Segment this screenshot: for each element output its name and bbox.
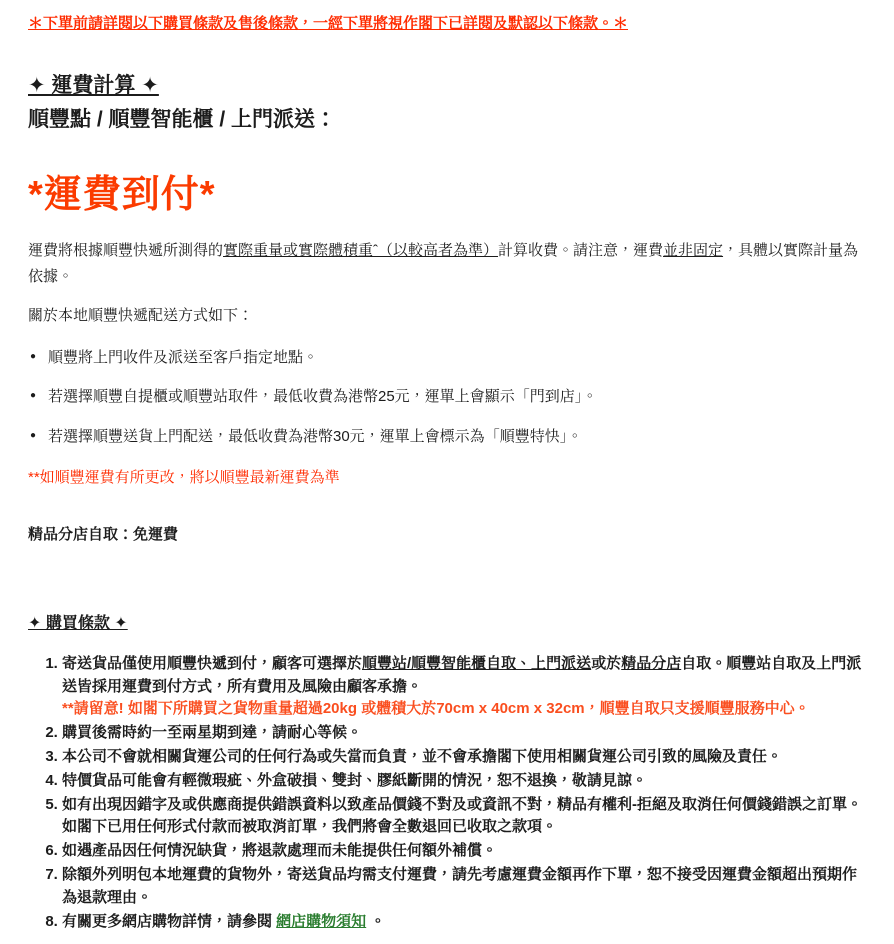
delivery-options-subheading: 順豐點 / 順豐智能櫃 / 上門派送： <box>28 108 337 131</box>
pre-order-notice: ＊下單前請詳閱以下購買條款及售後條款，一經下單將視作閣下已詳閱及默認以下條款。＊ <box>28 15 629 32</box>
fee-calculation-paragraph <box>28 238 862 289</box>
text-segment: 精品分店 <box>621 654 682 672</box>
term-item <box>62 794 862 840</box>
delivery-methods-list <box>28 347 862 448</box>
text-segment: 實際重量或實際體積重ˆ（以較高者為準） <box>223 242 499 259</box>
text-segment: 特價貨品可能會有輕微瑕疵、外盒破損、雙封、膠紙斷開的情況，恕不退換，敬請見諒。 <box>62 771 648 789</box>
text-segment: 並非固定 <box>663 242 724 259</box>
store-pickup-line: 精品分店自取：免運費 <box>28 525 179 543</box>
purchase-terms-list <box>28 653 862 934</box>
text-segment: 運費將根據順豐快遞所測得的 <box>28 242 224 259</box>
term-item <box>62 770 862 793</box>
text-segment: 計算收費。請注意，運費 <box>498 242 664 259</box>
delivery-methods-intro: 關於本地順豐快遞配送方式如下： <box>28 307 254 324</box>
text-segment: 本公司不會就相關貨運公司的任何行為或失當而負責，並不會承擔閣下使用相關貨運公司引致的風險及責任。 <box>62 747 783 765</box>
text-segment: 除額外列明包本地運費的貨物外，寄送貨品均需支付運費，請先考慮運費金額再作下單，恕不接受因運費金額超出預期作為退款理由。 <box>62 865 858 906</box>
text-segment: ，具體以實際計量為依據。 <box>28 242 859 285</box>
list-item: ● 若選擇順豐自提櫃或順豐站取件，最低收費為港幣25元，運單上會顯示「門到店」。 <box>28 386 862 408</box>
text-segment: 。 <box>366 912 386 930</box>
fee-change-note: **如順豐運費有所更改，將以順豐最新運費為準 <box>28 468 340 486</box>
store-shopping-guide-link[interactable]: 網店購物須知 <box>276 912 367 930</box>
list-item: ● 順豐將上門收件及派送至客戶指定地點。 <box>28 347 862 369</box>
text-segment: 購買後需時約一至兩星期到達，請耐心等候。 <box>62 724 363 742</box>
term-item <box>62 840 862 863</box>
freight-collect-highlight: *運費到付* <box>28 174 216 216</box>
purchase-terms-section <box>28 610 862 934</box>
shipping-section <box>28 69 862 544</box>
purchase-terms-heading: ✦ 購買條款 ✦ <box>28 614 128 632</box>
term-item <box>62 653 862 721</box>
text-segment: 如有出現因錯字及或供應商提供錯誤資料以致產品價錢不對及或資訊不對，精品有權利-拒絕及取消任何價錢錯誤之訂單。如閣下已用任何形式付款而被取消訂單，我們將會全數退回已收取之款項。 <box>62 795 863 836</box>
text-segment: 順豐站/順豐智能櫃自取、上門派送 <box>362 654 592 672</box>
term-item <box>62 864 862 910</box>
term-item <box>62 746 862 769</box>
term-item <box>62 722 862 745</box>
term-item <box>62 911 862 934</box>
text-segment: 自取。順豐站自取及上門派送皆採用運費到付方式，所有費用及風險由顧客承擔。 <box>62 654 862 695</box>
shipping-calculation-heading: ✦ 運費計算 ✦ <box>28 74 159 97</box>
text-segment: 如遇產品因任何情況缺貨，將退款處理而未能提供任何額外補償。 <box>62 842 498 860</box>
text-segment: 寄送貨品僅使用順豐快遞到付，顧客可選擇於 <box>62 654 363 672</box>
oversize-warning-text: **請留意! 如閣下所購買之貨物重量超過20kg 或體積大於70cm x 40cm x 32cm，順豐自取只支援順豐服務中心。 <box>62 700 810 718</box>
text-segment: 有關更多網店購物詳情，請參閱 <box>62 912 277 930</box>
list-item: ● 若選擇順豐送貨上門配送，最低收費為港幣30元，運單上會標示為「順豐特快」。 <box>28 426 862 448</box>
text-segment: 或於 <box>591 654 622 672</box>
